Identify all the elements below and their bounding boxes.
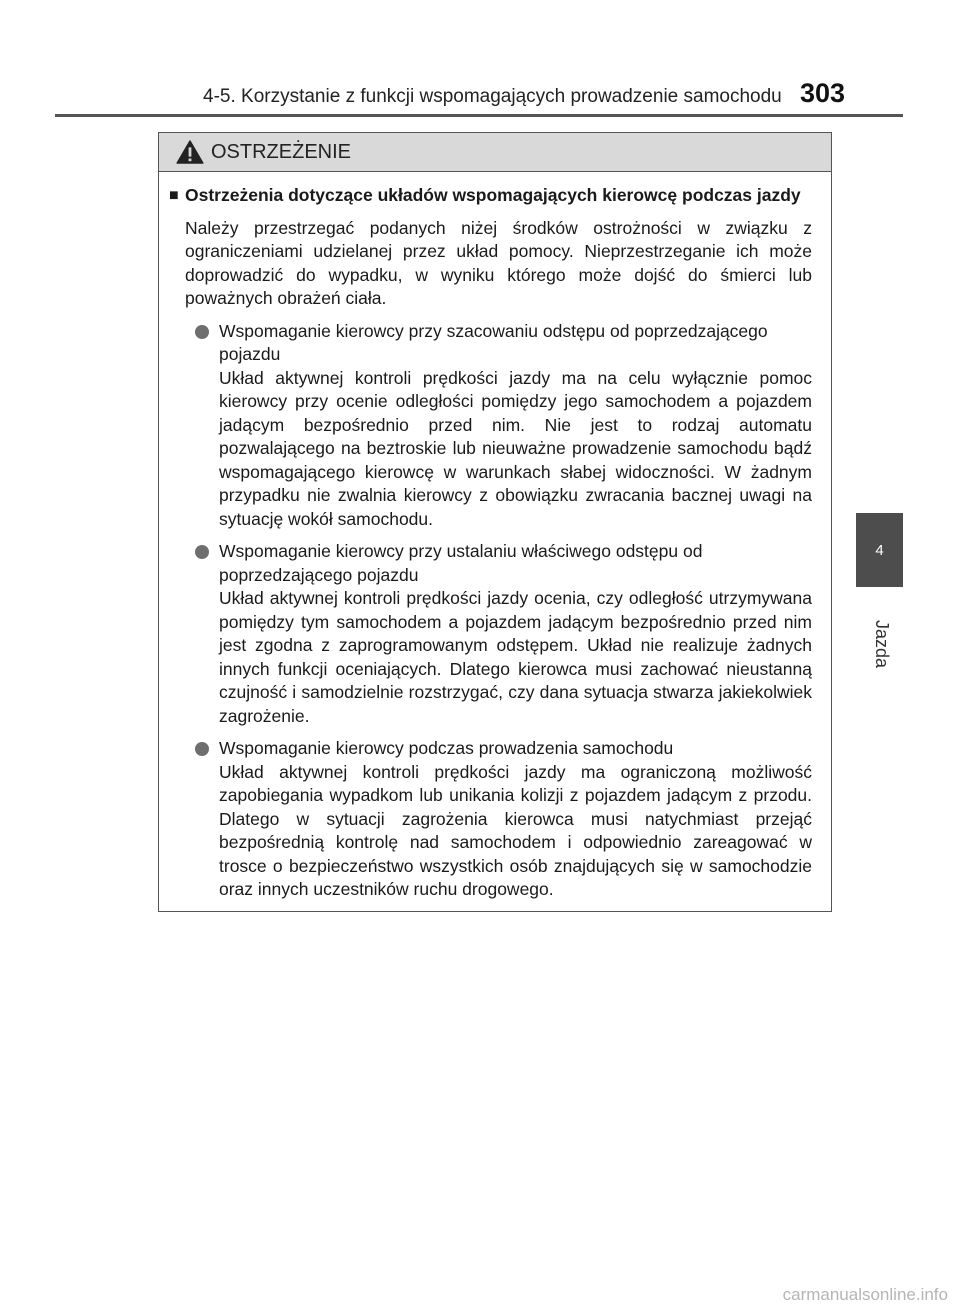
warning-title: OSTRZEŻENIE <box>211 140 352 163</box>
section-heading <box>169 184 812 208</box>
chapter-label: Jazda <box>872 620 892 669</box>
page-number: 303 <box>800 78 846 108</box>
bullet-dot-icon <box>195 742 209 756</box>
watermark: carmanualsonline.info <box>782 1285 948 1304</box>
intro-paragraph: Należy przestrzegać podanych niżej środków ostrożności w związku z ograniczeniami udzielanej przez układ pomocy. Nieprzestrzeganie ich może doprowadzić do wypadku, w wyniku którego może dojść do śmierci lub poważnych obrażeń ciała. <box>185 217 812 308</box>
list-item <box>195 320 812 532</box>
running-header: 4-5. Korzystanie z funkcji wspomagających prowadzenie samochodu <box>203 86 782 107</box>
bullet-title: Wspomaganie kierowcy przy ustalaniu właściwego odstępu od poprzedzającego pojazdu <box>219 541 703 585</box>
bullet-title: Wspomaganie kierowcy przy szacowaniu odstępu od poprzedzającego pojazdu <box>219 320 768 364</box>
square-bullet-icon: ■ <box>169 187 179 204</box>
warning-triangle-icon <box>175 140 205 164</box>
bullet-text: Układ aktywnej kontroli prędkości jazdy ma na celu wyłącznie pomoc kierowcy przy ocenie odległości pomiędzy jego samochodem a pojazdem jadącym bezpośrednio przed nim. Nie jest to rodzaj automatu pozwalającego na beztroskie lub nieuważne prowadzenie samochodu bądź wspomagającego kierowcę w warunkach słabej widoczności. W żadnym przypadku nie zwalnia kierowcy z obowiązku zwracania bacznej uwagi na sytuację wokół samochodu. <box>219 367 812 529</box>
bullet-dot-icon <box>195 325 209 339</box>
bullet-title: Wspomaganie kierowcy podczas prowadzenia samochodu <box>219 738 674 758</box>
bullet-text: Układ aktywnej kontroli prędkości jazdy ma ograniczoną możliwość zapobiegania wypadkom lub unikania kolizji z pojazdem jadącym z przodu. Dlatego w sytuacji zagrożenia kierowca musi natychmiast przejąć bezpośrednią kontrolę nad samochodem i odpowiednio zareagować w trosce o bezpieczeństwo wszystkich osób znajdujących się w samochodzie oraz innych uczestników ruchu drogowego. <box>219 761 812 899</box>
warning-header <box>159 133 831 172</box>
list-item <box>195 737 812 902</box>
section-title: Ostrzeżenia dotyczące układów wspomagających kierowcę podczas jazdy <box>185 185 801 205</box>
warning-box <box>158 132 832 912</box>
header-divider <box>55 114 903 117</box>
bullet-text: Układ aktywnej kontroli prędkości jazdy ocenia, czy odległość utrzymywana pomiędzy tym samochodem a pojazdem jadącym bezpośrednio przed nim jest zgodna z zaprogramowanym odstępem. Układ nie realizuje żadnych innych funkcji oceniających. Dlatego kierowca musi zachować nieustanną czujność i samodzielnie rozstrzygać, czy dana sytuacja stwarza jakiekolwiek zagrożenie. <box>219 588 812 726</box>
chapter-tab <box>856 513 903 587</box>
list-item <box>195 540 812 728</box>
bullet-dot-icon <box>195 545 209 559</box>
chapter-number: 4 <box>875 541 884 559</box>
warning-body <box>159 172 831 902</box>
